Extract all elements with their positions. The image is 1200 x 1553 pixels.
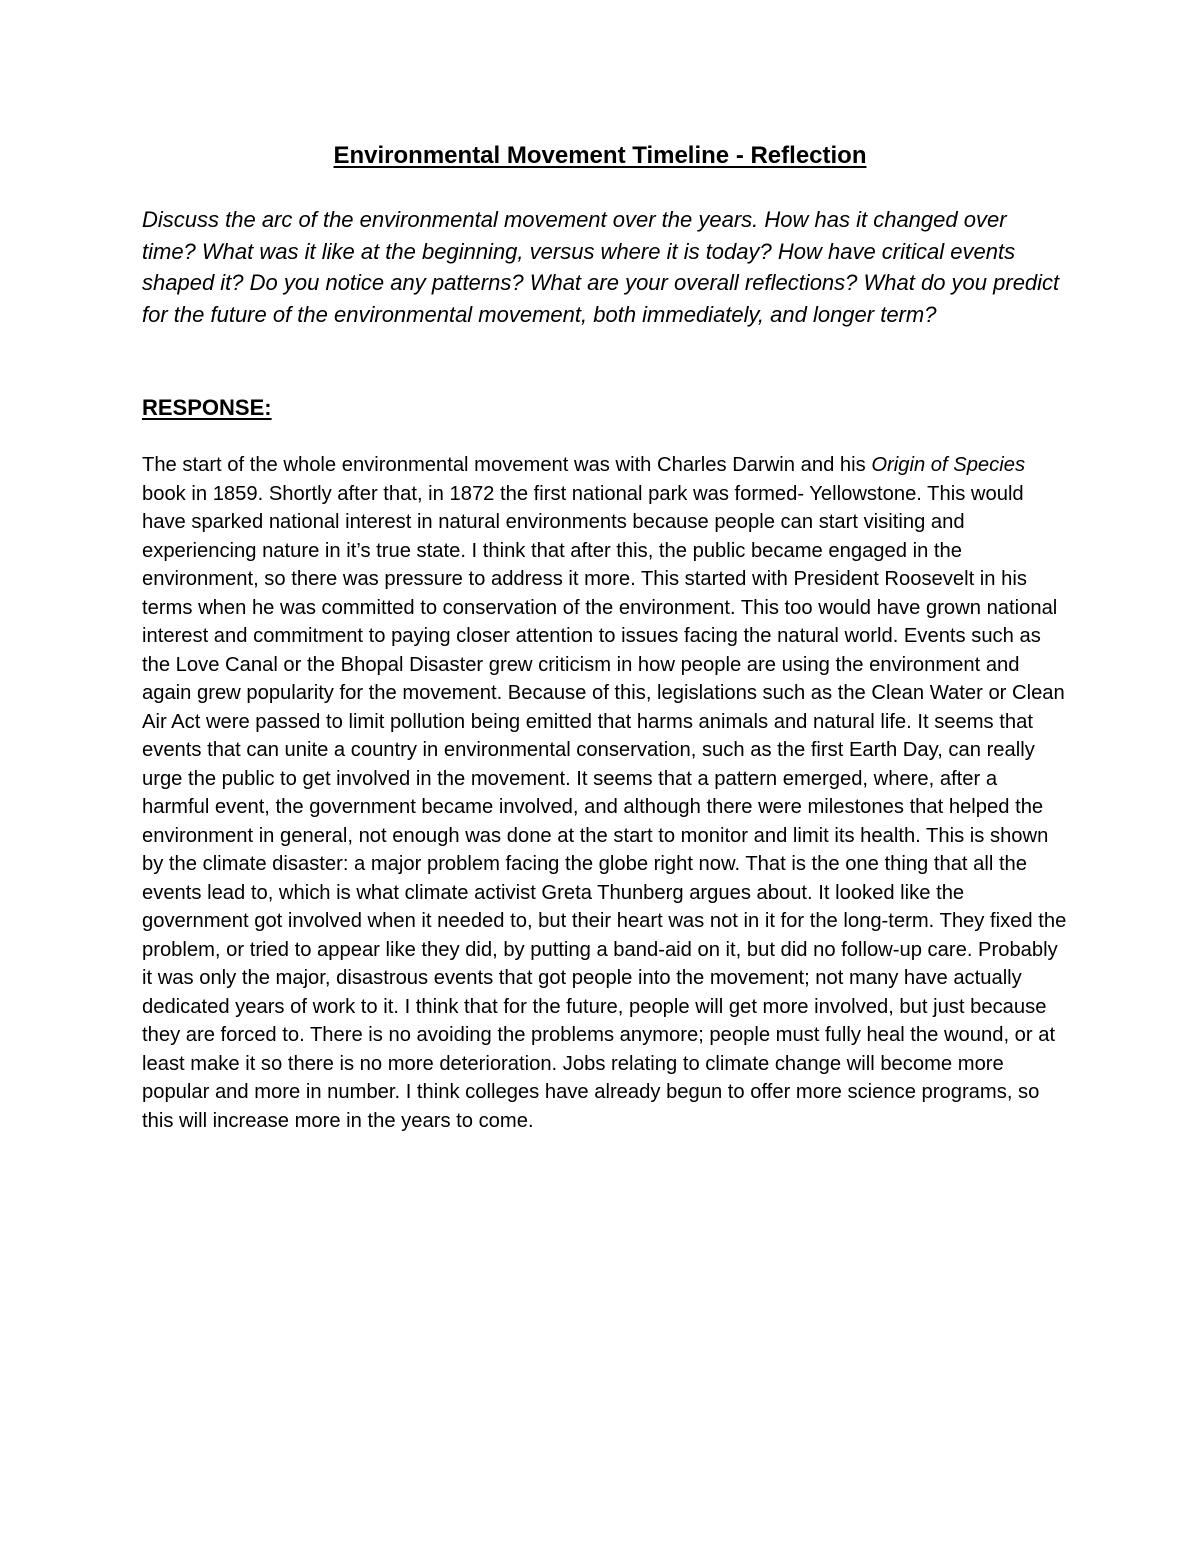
response-text-intro: The start of the whole environmental movement was with Charles Darwin and his	[142, 454, 872, 476]
assignment-prompt: Discuss the arc of the environmental movement over the years. How has it changed over time? What was it like at the beginning, versus where it is today? How have critical events shaped it? Do you notice any patterns? What are your overall reflections? What do you predict for the future of the environmental movement, both immediately, and longer term?	[142, 207, 1060, 327]
response-heading: RESPONSE:	[142, 395, 272, 420]
document-title: Environmental Movement Timeline - Reflection	[333, 142, 867, 169]
book-title: Origin of Species	[871, 454, 1026, 476]
response-text-main: book in 1859. Shortly after that, in 1872 the first national park was formed- Yellowstone. This would have sparked national interest in natural environments because people can start visiting and experiencing nature in it’s true state. I think that after this, the public became engaged in the environment, so there was pressure to address it more. This started with President Roosevelt in his terms when he was committed to conservation of the environment. This too would have grown national interest and commitment to paying closer attention to issues facing the natural world. Events such as the Love Canal or the Bhopal Disaster grew criticism in how people are using the environment and again grew popularity for the movement. Because of this, legislations such as the Clean Water or Clean Air Act were passed to limit pollution being emitted that harms animals and natural life. It seems that events that can unite a country in environmental conservation, such as the first Earth Day, can really urge the public to get involved in the movement. It seems that a pattern emerged, where, after a harmful event, the government became involved, and although there were milestones that helped the environment in general, not enough was done at the start to monitor and limit its health. This is shown by the climate disaster: a major problem facing the globe right now. That is the one thing that all the events lead to, which is what climate activist Greta Thunberg argues about. It looked like the government got involved when it needed to, but their heart was not in it for the long-term. They fixed the problem, or tried to appear like they did, by putting a band-aid on it, but did no follow-up care. Probably it was only the major, disastrous events that got people into the movement; not many have actually dedicated years of work to it. I think that for the future, people will get more involved, but just because they are forced to. There is no avoiding the problems anymore; people must fully heal the wound, or at least make it so there is no more deterioration. Jobs relating to climate change will become more popular and more in number. I think colleges have already begun to offer more science programs, so this will increase more in the years to come.	[142, 482, 1067, 1132]
response-body	[142, 451, 1067, 1135]
